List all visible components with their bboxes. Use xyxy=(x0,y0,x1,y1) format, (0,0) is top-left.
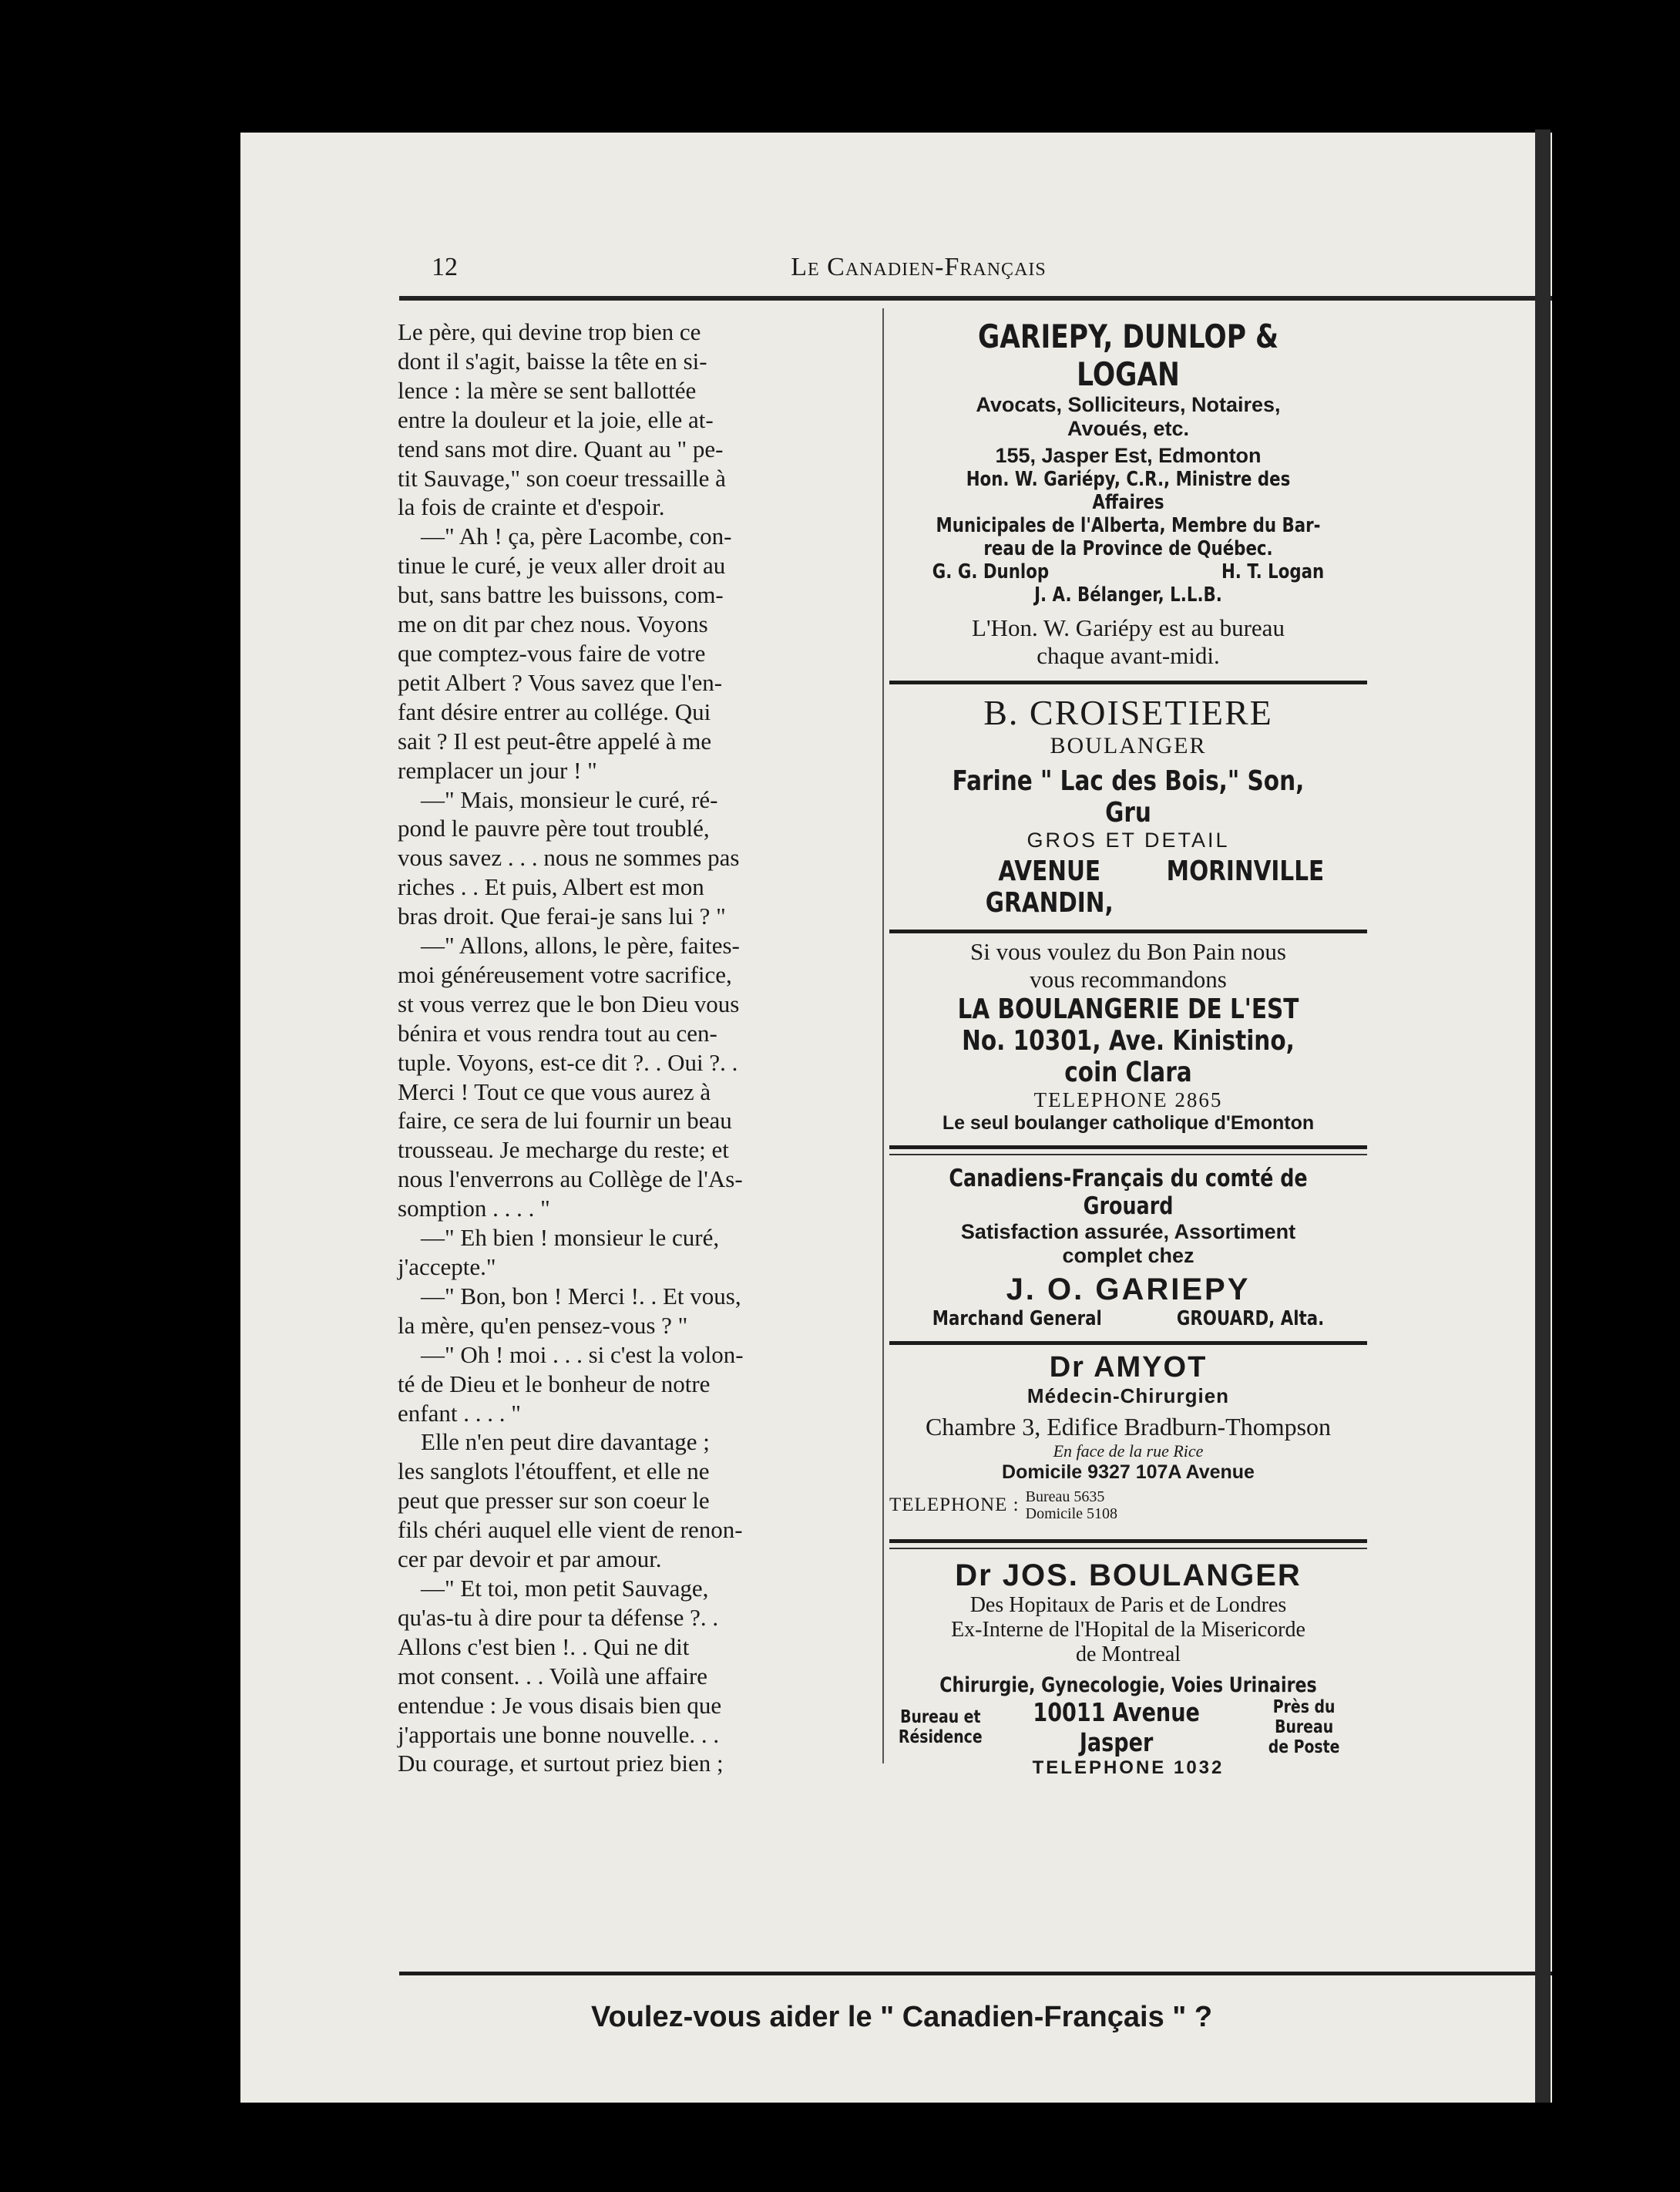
article-line: —" Ah ! ça, père Lacombe, con- xyxy=(421,523,732,550)
ad-jo-gariepy xyxy=(889,1165,1367,1345)
bottom-rule xyxy=(399,1972,1600,1975)
article-line: fant désire entrer au collége. Qui xyxy=(398,698,711,725)
ad-separator xyxy=(889,1539,1367,1543)
ad-separator xyxy=(889,930,1367,933)
article-line: la fois de crainte et d'espoir. xyxy=(398,493,665,521)
article-line: bras droit. Que ferai-je sans lui ? " xyxy=(398,903,726,930)
baker-street: AVENUE GRANDIN, xyxy=(985,856,1114,919)
office-hours-2: chaque avant-midi. xyxy=(1037,642,1220,669)
satisfaction-line: Satisfaction assurée, Assortiment xyxy=(960,1220,1296,1243)
article-line: —" Oh ! moi . . . si c'est la volon- xyxy=(421,1340,744,1368)
article-line: fils chéri auquel elle vient de renon- xyxy=(398,1516,743,1544)
bakery-phone: TELEPHONE 2865 xyxy=(1033,1088,1223,1111)
merchant-type: Marchand General xyxy=(932,1307,1102,1330)
article-line: dont il s'agit, baisse la tête en si- xyxy=(398,347,707,375)
article-line: j'apportais une bonne nouvelle. . . xyxy=(398,1720,720,1748)
ad-separator xyxy=(889,1341,1367,1345)
ad-gariepy-dunlop-logan xyxy=(889,318,1367,684)
article-line: tit Sauvage," son coeur tressaille à xyxy=(398,464,726,492)
doctor2-right1: Près du Bureau xyxy=(1272,1697,1336,1737)
page-edge-shadow xyxy=(1535,129,1551,2103)
article-line: riches . . Et puis, Albert est mon xyxy=(398,873,704,901)
ad-dr-amyot xyxy=(889,1351,1367,1549)
doctor-facing: En face de la rue Rice xyxy=(1053,1441,1204,1461)
page-edge-background xyxy=(1552,123,1680,2112)
article-line: tend sans mot dire. Quant au " pe- xyxy=(398,435,724,462)
running-title: Le Canadien-Français xyxy=(791,253,1047,281)
doctor2-left2: Résidence xyxy=(898,1727,983,1747)
page-header xyxy=(432,253,1406,296)
doctor2-right2: de Poste xyxy=(1268,1737,1340,1757)
article-line: trousseau. Je mecharge du reste; et xyxy=(398,1136,729,1164)
ad-separator-thin xyxy=(889,1548,1367,1549)
recommend-line: vous recommandons xyxy=(1030,966,1227,993)
article-line: mot consent. . . Voilà une affaire xyxy=(398,1662,708,1689)
firm-name: GARIEPY, DUNLOP & LOGAN xyxy=(978,318,1278,393)
header-rule xyxy=(399,296,1600,301)
article-line: que comptez-vous faire de votre xyxy=(398,639,706,667)
baker-trade: BOULANGER xyxy=(1050,733,1207,758)
doctor2-line2: Ex-Interne de l'Hopital de la Misericorde xyxy=(951,1618,1305,1642)
ad-croisetiere xyxy=(889,692,1367,933)
hon-line-1: Hon. W. Gariépy, C.R., Ministre des Affaires xyxy=(966,468,1291,514)
doctor-office: Chambre 3, Edifice Bradburn-Thompson xyxy=(925,1413,1332,1441)
grouard-line: Canadiens-Français du comté de Grouard xyxy=(949,1165,1308,1220)
article-line: tinue le curé, je veux aller droit au xyxy=(398,552,726,580)
hon-line-3: reau de la Province de Québec. xyxy=(983,537,1273,560)
footer-appeal: Voulez-vous aider le " Canadien-Français " ? xyxy=(590,2001,1213,2033)
doctor2-phone: TELEPHONE 1032 xyxy=(1032,1757,1225,1778)
article-line: pond le pauvre père tout troublé, xyxy=(398,815,710,842)
article-line: qu'as-tu à dire pour ta défense ?. . xyxy=(398,1603,719,1631)
article-line: Du courage, et surtout priez bien ; xyxy=(398,1750,724,1777)
doctor2-line3: de Montreal xyxy=(1075,1642,1181,1666)
article-line: Merci ! Tout ce que vous aurez à xyxy=(398,1078,711,1105)
article-line: la mère, qu'en pensez-vous ? " xyxy=(398,1311,688,1339)
article-line: moi généreusement votre sacrifice, xyxy=(398,960,732,988)
merchant-name: J. O. GARIEPY xyxy=(1006,1273,1251,1306)
article-line: remplacer un jour ! " xyxy=(398,756,597,784)
column-divider xyxy=(882,308,884,1763)
article-line: nous l'enverrons au Collège de l'As- xyxy=(398,1165,743,1193)
article-line: —" Et toi, mon petit Sauvage, xyxy=(421,1574,709,1602)
article-column xyxy=(398,318,869,1778)
article-line: Elle n'en peut dire davantage ; xyxy=(421,1428,710,1456)
article-line: me on dit par chez nous. Voyons xyxy=(398,610,708,638)
baker-gros-detail: GROS ET DETAIL xyxy=(1026,829,1230,852)
article-line: entendue : Je vous disais bien que xyxy=(398,1691,722,1719)
doctor2-address: 10011 Avenue Jasper xyxy=(1032,1697,1200,1757)
doctor2-left1: Bureau et xyxy=(900,1707,981,1727)
article-line: somption . . . . " xyxy=(398,1195,550,1222)
article-line: j'accepte." xyxy=(398,1253,496,1280)
bakery-tagline: Le seul boulanger catholique d'Emonton xyxy=(942,1112,1315,1134)
complet-line: complet chez xyxy=(1062,1244,1194,1267)
article-line: st vous verrez que le bon Dieu vous xyxy=(398,990,740,1017)
article-line: petit Albert ? Vous savez que l'en- xyxy=(398,668,723,696)
bon-pain-line: Si vous voulez du Bon Pain nous xyxy=(970,938,1286,965)
ad-boulangerie-est xyxy=(889,938,1367,1155)
advertisement-column xyxy=(889,318,1367,1779)
doctor-title: Médecin-Chirurgien xyxy=(1026,1384,1230,1407)
partner-logan: H. T. Logan xyxy=(1221,560,1325,583)
article-line: peut que presser sur son coeur le xyxy=(398,1487,710,1515)
baker-name: B. CROISETIERE xyxy=(983,693,1273,732)
article-line: té de Dieu et le bonheur de notre xyxy=(398,1370,711,1397)
article-line: bénira et vous rendra tout au cen- xyxy=(398,1019,717,1047)
doctor2-name: Dr JOS. BOULANGER xyxy=(955,1558,1302,1592)
doctor2-line1: Des Hopitaux de Paris et de Londres xyxy=(969,1593,1287,1617)
article-line: —" Mais, monsieur le curé, ré- xyxy=(421,785,718,813)
magazine-page xyxy=(240,133,1563,2103)
baker-town: MORINVILLE xyxy=(1166,856,1325,887)
article-line: but, sans battre les buissons, com- xyxy=(398,581,724,609)
partner-belanger: J. A. Bélanger, L.L.B. xyxy=(1034,583,1222,607)
office-hours: L'Hon. W. Gariépy est au bureau xyxy=(972,614,1285,641)
firm-address: 155, Jasper Est, Edmonton xyxy=(995,444,1262,467)
article-line: lence : la mère se sent ballottée xyxy=(398,376,697,404)
firm-services-2: Avoués, etc. xyxy=(1067,417,1190,440)
ad-separator xyxy=(889,1145,1367,1149)
partner-dunlop: G. G. Dunlop xyxy=(932,560,1050,583)
bakery-name: LA BOULANGERIE DE L'EST xyxy=(957,993,1299,1025)
doctor-tel-label: TELEPHONE : xyxy=(889,1494,1020,1515)
article-line: tuple. Voyons, est-ce dit ?. . Oui ?. . xyxy=(398,1048,738,1076)
article-line: sait ? Il est peut-être appelé à me xyxy=(398,727,712,755)
article-line: —" Eh bien ! monsieur le curé, xyxy=(421,1224,720,1252)
merchant-town: GROUARD, Alta. xyxy=(1176,1307,1325,1330)
article-line: faire, ce sera de lui fournir un beau xyxy=(398,1107,732,1135)
hon-line-2: Municipales de l'Alberta, Membre du Bar- xyxy=(936,514,1321,537)
article-line: Le père, qui devine trop bien ce xyxy=(398,318,701,345)
page-number: 12 xyxy=(432,253,458,281)
doctor-name: Dr AMYOT xyxy=(1049,1351,1208,1383)
article-line: cer par devoir et par amour. xyxy=(398,1545,662,1573)
article-line: vous savez . . . nous ne sommes pas xyxy=(398,844,740,872)
article-line: entre la douleur et la joie, elle at- xyxy=(398,405,714,433)
ad-separator-thin xyxy=(889,1154,1367,1155)
doctor-home: Domicile 9327 107A Avenue xyxy=(1002,1461,1255,1483)
doctor-tel-bureau: Bureau 5635 xyxy=(1025,1488,1105,1505)
article-line: Allons c'est bien !. . Qui ne dit xyxy=(398,1632,690,1660)
article-line: —" Bon, bon ! Merci !. . Et vous, xyxy=(421,1282,741,1309)
article-line: les sanglots l'étouffent, et elle ne xyxy=(398,1457,710,1485)
doctor2-specialties: Chirurgie, Gynecologie, Voies Urinaires xyxy=(939,1673,1317,1697)
baker-products: Farine " Lac des Bois," Son, Gru xyxy=(952,765,1305,829)
ad-separator xyxy=(889,681,1367,684)
article-line: enfant . . . . " xyxy=(398,1399,521,1427)
article-line: —" Allons, allons, le père, faites- xyxy=(421,932,740,960)
doctor-tel-domicile: Domicile 5108 xyxy=(1025,1505,1118,1522)
bakery-address: No. 10301, Ave. Kinistino, coin Clara xyxy=(962,1025,1295,1088)
firm-services: Avocats, Solliciteurs, Notaires, xyxy=(976,393,1281,416)
ad-dr-boulanger xyxy=(889,1558,1367,1779)
